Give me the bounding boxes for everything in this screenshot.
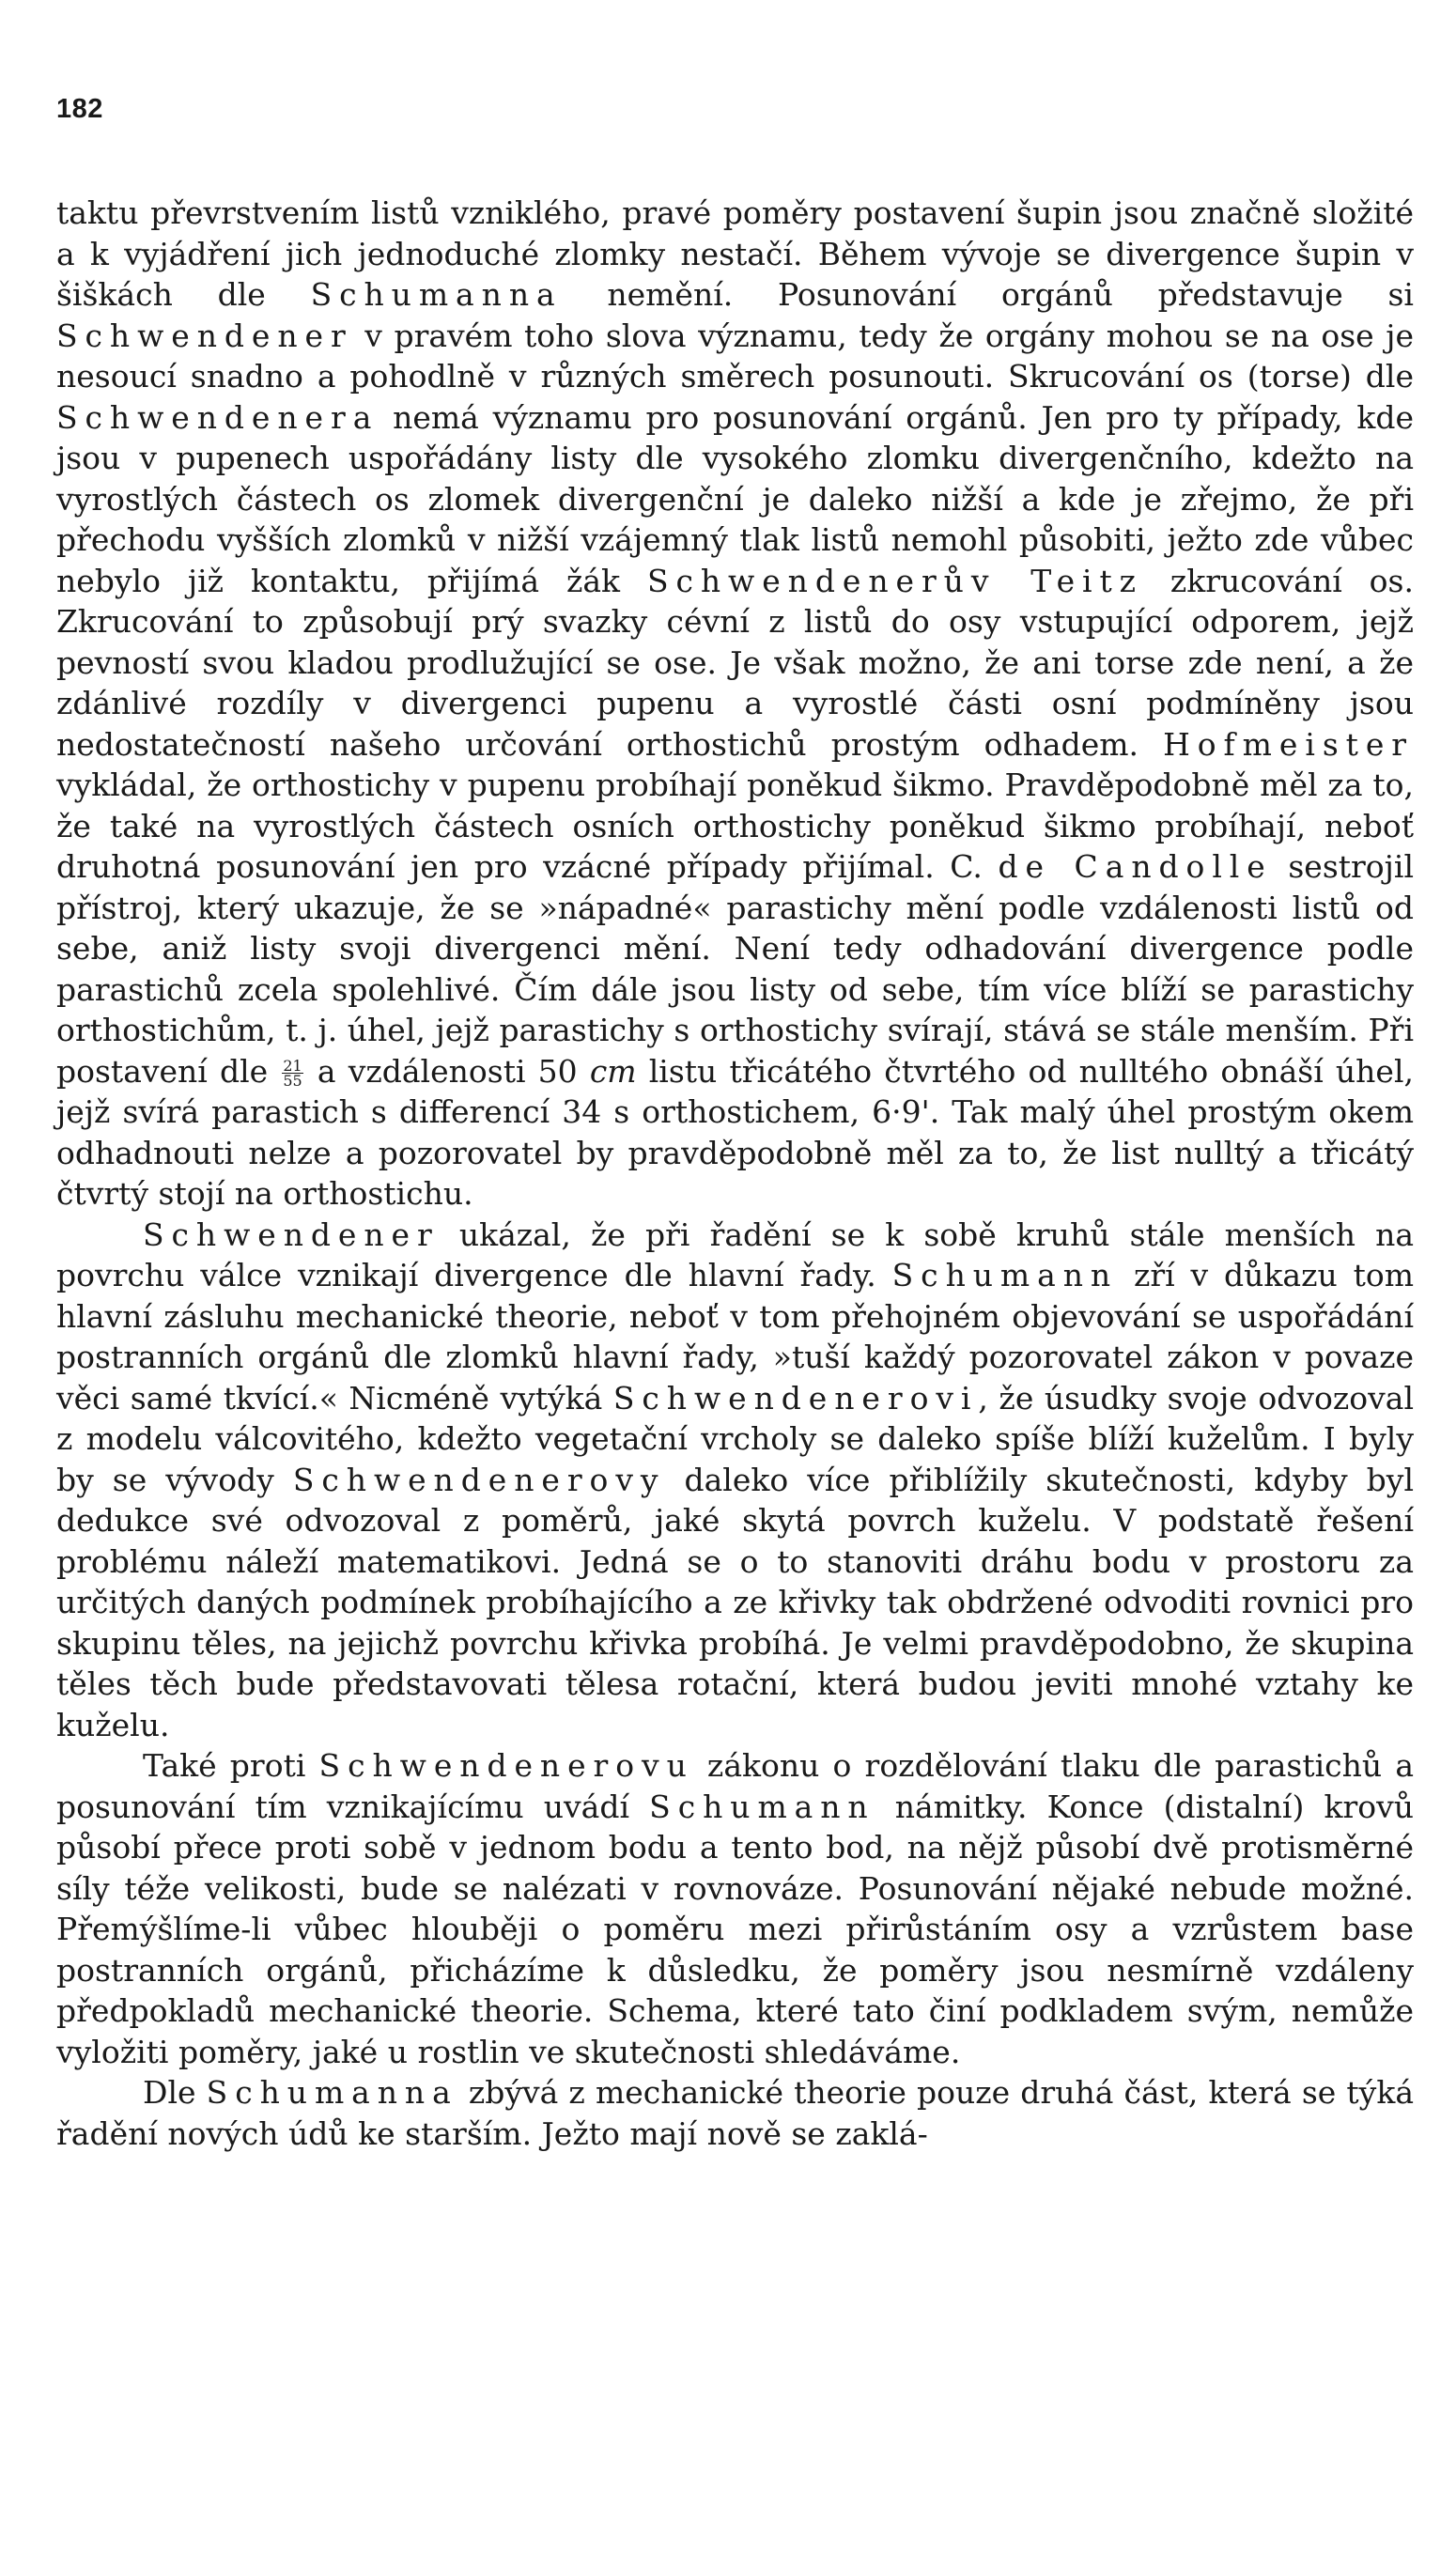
author-name: Schwendener	[56, 317, 353, 354]
text-run: a vzdálenosti 50	[304, 1052, 590, 1090]
author-name: Schumann	[649, 1788, 875, 1825]
paragraph	[56, 1215, 1414, 1746]
body-text	[56, 193, 1414, 2154]
text-run: ukázal, že při řadění se k sobě kruhů stále menších na povrchu válce vznikají divergence dle hlavní řady.	[56, 1216, 1414, 1293]
author-name: Schumanna	[206, 2074, 458, 2111]
text-run: zří v důkazu tom hlavní zásluhu mechanické theorie, neboť v tom přehojném objevování se uspořádání postranních orgánů dle zlomků hlavní řady, »tuší každý pozorovatel zákon v povaze věci samé tkvící.« Nicméně vytýká	[56, 1257, 1414, 1417]
fraction	[282, 1059, 302, 1088]
unit: cm	[589, 1052, 637, 1090]
text-run: , že úsudky svoje odvozoval z modelu válcovitého, kdežto vegetační vrcholy se daleko spíše blíží kuželům. I byly by se vývody	[56, 1379, 1414, 1498]
text-run: nemá významu pro posunování orgánů. Jen pro ty případy, kde jsou v pupenech uspořádány listy dle vysokého zlomku divergenčního, kdežto na vyrostlých částech os zlomek divergenční je daleko nižší a kde je zřejmo, že při přechodu vyšších zlomků v nižší vzájemný tlak listů nemohl působiti, ježto zde vůbec nebylo již kontaktu, přijímá žák	[56, 398, 1414, 599]
text-run: sestrojil přístroj, který ukazuje, že se »nápadné« parastichy mění podle vzdálenosti listů od sebe, aniž listy svoji divergenci mění. Není tedy odhadování divergence podle parastichů zcela spolehlivé. Čím dále jsou listy od sebe, tím více blíží se parastichy orthostichům, t. j. úhel, jejž parastichy s orthostichy svírají, stává se stále menším. Při postavení dle	[56, 848, 1415, 1090]
fraction-numerator: 21	[283, 1057, 302, 1075]
page-number: 182	[56, 94, 103, 124]
text-run: zbývá z mechanické theorie pouze druhá část, která se týká řadění nových údů ke starším. Ježto mají nově se zaklá-	[56, 2074, 1414, 2152]
author-name: de Candolle	[998, 848, 1273, 885]
text-run: zkrucování os. Zkrucování to způsobují prý svazky cévní z listů do osy vstupující odporem, jejž pevností svou kladou prodlužující se ose. Je však možno, že ani torse zde není, a že zdánlivé rozdíly v divergenci pupenu a vyrostlé části osní podmíněny jsou nedostatečností našeho určování orthostichů prostým odhadem.	[56, 562, 1414, 763]
paragraph	[56, 1745, 1414, 2072]
paragraph	[56, 2072, 1414, 2154]
text-run: vykládal, že orthostichy v pupenu probíhají poněkud šikmo. Pravděpodobně měl za to, že také na vyrostlých částech osních orthostichy poněkud šikmo probíhají, neboť druhotná posunování jen pro vzácné případy přijímal. C.	[56, 766, 1414, 885]
author-name: Schwendenerovi	[612, 1379, 979, 1417]
author-name: Schwendenera	[56, 398, 379, 436]
text-run: v pravém toho slova významu, tedy že orgány mohou se na ose je nesoucí snadno a pohodlně v různých směrech posunouti. Skrucování os (torse) dle	[56, 317, 1414, 395]
author-name: Schwendenerovu	[318, 1747, 694, 1784]
text-run: taktu převrstvením listů vzniklého, pravé poměry postavení šupin jsou značně složité a k vyjádření jich jednoduché zlomky nestačí. Během vývoje se divergence šupin v šiškách dle	[56, 194, 1414, 313]
author-name: Schwendenerovy	[292, 1461, 666, 1498]
author-name: Schwendener	[143, 1216, 440, 1253]
text-run: zákonu o rozdělování tlaku dle parastichů a posunování tím vznikajícímu uvádí	[56, 1747, 1414, 1825]
author-name: Schumanna	[310, 276, 563, 313]
text-run: námitky. Konce (distalní) krovů působí přece proti sobě v jednom bodu a tento bod, na nějž působí dvě protisměrné síly téže velikosti, bude se nalézati v rovnováze. Posunování nějaké nebude možné. Přemýšlíme-li vůbec hlouběji o poměru mezi přirůstáním osy a vzrůstem base postranních orgánů, přicházíme k důsledku, že poměry jsou nesmírně vzdáleny předpokladů mechanické theorie. Schema, které tato činí podkladem svým, nemůže vyložiti poměry, jaké u rostlin ve skutečnosti shledáváme.	[56, 1788, 1414, 2070]
fraction-denominator: 55	[283, 1072, 302, 1090]
author-name: Schumann	[891, 1257, 1119, 1293]
text-run: daleko více přiblížily skutečnosti, kdyby byl dedukce své odvozoval z poměrů, jaké skytá povrch kuželu. V podstatě řešení problému náleží matematikovi. Jedná se o to stanoviti dráhu bodu v prostoru za určitých daných podmínek probíhajícího a ze křivky tak obdržené odvoditi rovnici pro skupinu těles, na jejichž povrchu křivka probíhá. Je velmi pravděpodobno, že skupina těles těch bude představovati tělesa rotační, která budou jeviti mnohé vztahy ke kuželu.	[56, 1461, 1415, 1743]
text-run: Dle	[143, 2074, 207, 2111]
text-run: Také proti	[143, 1747, 319, 1784]
text-run: listu třicátého čtvrtého od nulltého obnáší úhel, jejž svírá parastich s differencí 34 s orthostichem, 6·9'. Tak malý úhel prostým okem odhadnouti nelze a pozorovatel by pravděpodobně měl za to, že list nulltý a třicátý čtvrtý stojí na orthostichu.	[56, 1052, 1414, 1212]
author-name: Hofmeister	[1163, 725, 1414, 763]
paragraph	[56, 193, 1414, 1215]
text-run: nemění. Posunování orgánů představuje si	[562, 276, 1414, 313]
author-name: Schwendenerův Teitz	[646, 562, 1143, 599]
